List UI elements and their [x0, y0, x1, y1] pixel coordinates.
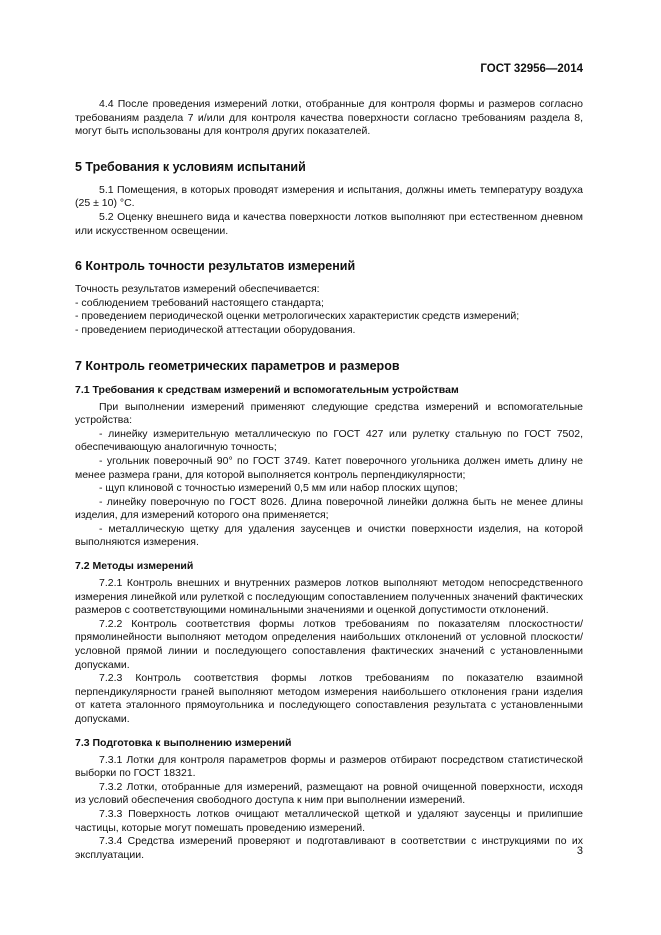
section-7-1-item: - линейку поверочную по ГОСТ 8026. Длина поверочной линейки должна быть не менее длины изделия, для измерений которого она применяется; [75, 495, 583, 522]
page-content [75, 98, 583, 862]
paragraph-7-3-3: 7.3.3 Поверхность лотков очищают металлической щеткой и удаляют заусенцы и прилипшие частицы, которые могут помешать проведению измерений. [75, 807, 583, 834]
section-7-1-item: - щуп клиновой с точностью измерений 0,5 мм или набор плоских щупов; [99, 482, 458, 495]
section-7-2-title: 7.2 Методы измерений [75, 560, 194, 573]
section-7-1-title: 7.1 Требования к средствам измерений и вспомогательным устройствам [75, 383, 459, 396]
section-7-1-intro: При выполнении измерений применяют следующие средства измерений и вспомогательные устройства: [75, 400, 583, 427]
paragraph-4-4: 4.4 После проведения измерений лотки, отобранные для контроля формы и размеров согласно требованиям раздела 7 и/или для контроля качества поверхности согласно требованиям раздела 8, могут быть использованы для контроля других показателей. [75, 98, 583, 138]
section-6-item: - проведением периодической аттестации оборудования. [75, 323, 356, 336]
section-7-1-item: - металлическую щетку для удаления заусенцев и очистки поверхности изделия, на которой выполняются измерения. [75, 522, 583, 549]
paragraph-5-2: 5.2 Оценку внешнего вида и качества поверхности лотков выполняют при естественном дневном или искусственном освещении. [75, 210, 583, 237]
page-number: 3 [576, 845, 583, 857]
paragraph-5-1: 5.1 Помещения, в которых проводят измерения и испытания, должны иметь температуру воздуха (25 ± 10) °С. [75, 183, 583, 210]
paragraph-7-2-1: 7.2.1 Контроль внешних и внутренних размеров лотков выполняют методом непосредственного измерения линейкой или рулеткой с последующим сопоставлением полученных значений фактических размеров с соответствующими номинальными значениями и оценкой допустимости отклонений. [75, 577, 583, 617]
section-6-item: - проведением периодической оценки метрологических характеристик средств измерений; [75, 310, 520, 323]
section-7-title: 7 Контроль геометрических параметров и размеров [75, 358, 400, 373]
section-7-3-title: 7.3 Подготовка к выполнению измерений [75, 736, 292, 749]
paragraph-7-3-4: 7.3.4 Средства измерений проверяют и подготавливают в соответствии с инструкциями по их эксплуатации. [75, 835, 583, 861]
paragraph-7-2-2: 7.2.2 Контроль соответствия формы лотков требованиям по показателям плоскостности/прямолинейности выполняют методом определения наибольших отклонений от условной плоскости/условной прямой линии и последующего сопоставления фактических значений с установленными допусками. [75, 617, 583, 671]
paragraph-7-3-2: 7.3.2 Лотки, отобранные для измерений, размещают на ровной очищенной поверхности, исходя из условий обеспечения свободного доступа к ним при выполнении измерений. [75, 780, 583, 807]
paragraph-7-2-3: 7.2.3 Контроль соответствия формы лотков требованиям по показателю взаимной перпендикулярности граней выполняют методом измерения наибольшего отклонения грани изделия от катета эталонного прямоугольника и последующего сопоставления результата с установленными допусками. [75, 672, 583, 725]
section-6-item: - соблюдением требований настоящего стандарта; [75, 296, 324, 309]
section-6-title: 6 Контроль точности результатов измерений [75, 259, 356, 274]
section-7-1-item: - линейку измерительную металлическую по ГОСТ 427 или рулетку стальную по ГОСТ 7502, обеспечивающую аналогичную точность; [75, 427, 583, 454]
section-5-title: 5 Требования к условиям испытаний [75, 159, 306, 174]
section-7-1-item: - угольник поверочный 90° по ГОСТ 3749. Катет поверочного угольника должен иметь длину не менее размера грани, для которой выполняется контроль перпендикулярности; [75, 454, 583, 481]
paragraph-7-3-1: 7.3.1 Лотки для контроля параметров формы и размеров отбирают посредством статистической выборки по ГОСТ 18321. [75, 753, 583, 780]
document-code: ГОСТ 32956—2014 [480, 63, 583, 75]
section-6-intro: Точность результатов измерений обеспечивается: [75, 283, 320, 296]
